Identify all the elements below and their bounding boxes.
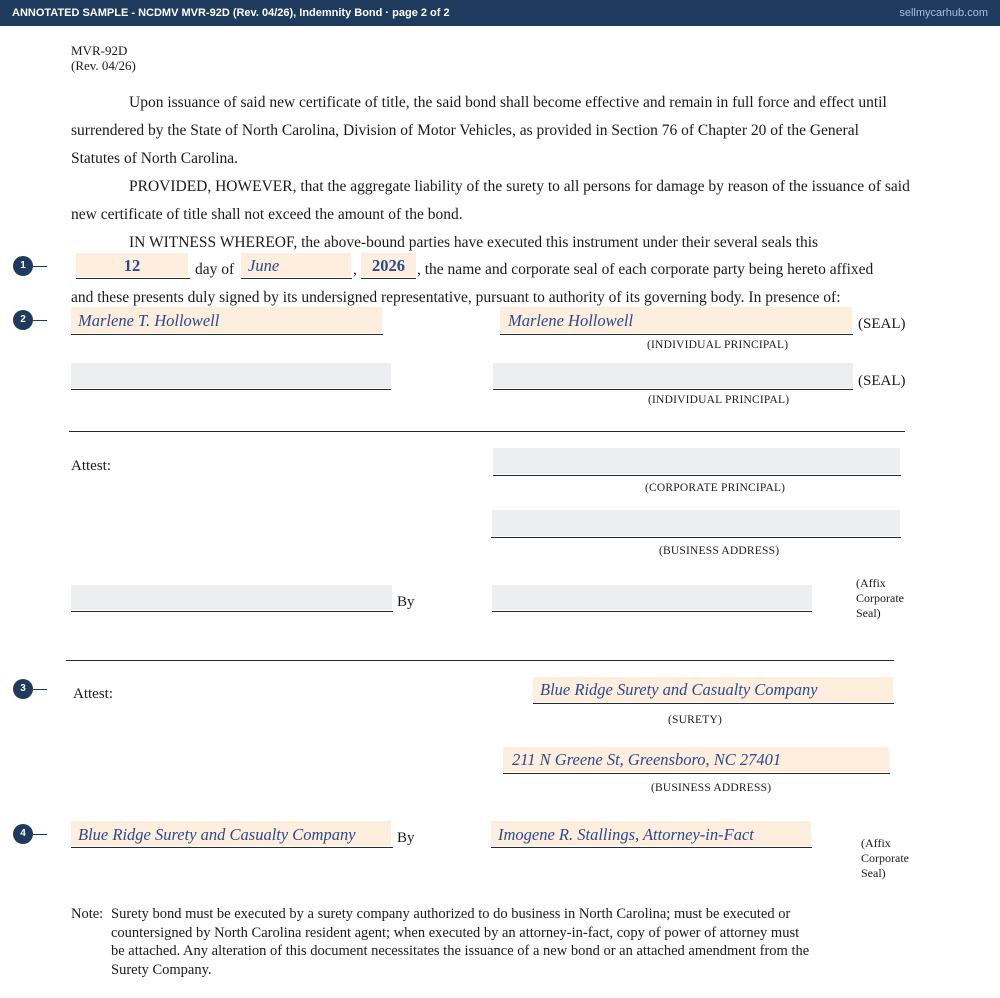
surety-attest-signature-line	[71, 847, 393, 848]
para3-line3: and these presents duly signed by its undersigned representative, pursuant to authority of its governing body. In presence of:	[71, 289, 841, 306]
banner-site-link[interactable]: sellmycarhub.com	[899, 7, 988, 19]
corporate-principal-label: (CORPORATE PRINCIPAL)	[645, 482, 786, 494]
business-address-label-1: (BUSINESS ADDRESS)	[659, 545, 780, 557]
surety-attest-signature-value: Blue Ridge Surety and Casualty Company	[78, 825, 356, 844]
affix-line-2: Corporate	[861, 851, 909, 865]
principal-signature-line	[500, 334, 853, 335]
affix-line-3: Seal)	[861, 866, 886, 880]
execution-month-value: June	[248, 256, 280, 275]
affix-line-2: Corporate	[856, 591, 904, 605]
individual-principal-label-2: (INDIVIDUAL PRINCIPAL)	[648, 394, 790, 406]
execution-day-line	[76, 278, 190, 279]
annotation-marker-1: 1	[13, 256, 33, 276]
annotation-marker-2: 2	[13, 310, 33, 330]
section-divider-2	[66, 660, 894, 661]
para1-line2: surrendered by the State of North Carolina, Division of Motor Vehicles, as provided in Section 76 of Chapter 20 of the General	[71, 122, 859, 139]
corporate-principal-line	[493, 475, 901, 476]
by-label-2: By	[397, 830, 415, 846]
principal-2-signature-line	[493, 389, 853, 390]
para1-line1: Upon issuance of said new certificate of title, the said bond shall become effective and remain in full force and effect until	[129, 94, 887, 111]
execution-year-value: 2026	[372, 256, 405, 275]
affix-line-3: Seal)	[856, 606, 881, 620]
surety-by-signature-value: Imogene R. Stallings, Attorney-in-Fact	[498, 825, 754, 844]
attest-label-1: Attest:	[71, 458, 111, 474]
affix-line-1: (Affix	[856, 576, 886, 590]
para2-line1: PROVIDED, HOWEVER, that the aggregate liability of the surety to all persons for damage by reason of the issuance of said	[129, 178, 910, 195]
note-text	[111, 905, 809, 979]
note-line-4: Surety Company.	[111, 961, 212, 978]
corporate-principal-field[interactable]	[493, 448, 900, 474]
para2-line2: new certificate of title shall not exceed the amount of the bond.	[71, 206, 463, 223]
marker-3-leader	[33, 689, 47, 690]
attest-label-2: Attest:	[73, 686, 113, 702]
form-id: MVR-92D	[71, 43, 128, 58]
section-divider-1	[69, 431, 905, 432]
banner-title: ANNOTATED SAMPLE - NCDMV MVR-92D (Rev. 04/26), Indemnity Bond · page 2 of 2	[12, 7, 450, 19]
witness-signature-value: Marlene T. Hollowell	[78, 311, 220, 330]
corporate-address-field[interactable]	[492, 510, 900, 536]
marker-2-leader	[33, 320, 47, 321]
marker-4-leader	[33, 834, 47, 835]
note-line-2: countersigned by North Carolina resident agent; when executed by an attorney-in-fact, copy of power of attorney must	[111, 924, 800, 941]
seal-label-2: (SEAL)	[858, 373, 906, 389]
surety-by-signature-line	[491, 847, 812, 848]
individual-principal-label-1: (INDIVIDUAL PRINCIPAL)	[647, 339, 789, 351]
execution-day-value: 12	[123, 256, 141, 275]
corporate-by-signature-line	[492, 611, 812, 612]
execution-month-line	[241, 278, 352, 279]
execution-year-line	[361, 278, 416, 279]
business-address-label-2: (BUSINESS ADDRESS)	[651, 782, 772, 794]
principal-signature-value: Marlene Hollowell	[508, 311, 634, 330]
surety-label: (SURETY)	[668, 714, 722, 726]
surety-name-value: Blue Ridge Surety and Casualty Company	[540, 680, 818, 699]
affix-seal-note-1	[856, 576, 904, 621]
surety-address-value: 211 N Greene St, Greensboro, NC 27401	[512, 750, 782, 769]
marker-1-leader	[33, 266, 47, 267]
affix-seal-note-2	[861, 836, 909, 881]
note-line-3: be attached. Any alteration of this document necessitates the issuance of a new bond or an attached amendment from the	[111, 943, 810, 959]
para3-line2-tail: , the name and corporate seal of each corporate party being hereto affixed	[417, 261, 874, 278]
corporate-attest-signature-line	[71, 611, 393, 612]
seal-label-1: (SEAL)	[858, 316, 906, 332]
affix-line-1: (Affix	[861, 836, 891, 850]
annotation-marker-4: 4	[13, 824, 33, 844]
by-label-1: By	[397, 594, 415, 610]
note-prefix: Note:	[71, 906, 104, 922]
surety-name-line	[533, 703, 894, 704]
corporate-by-signature-field[interactable]	[492, 585, 812, 610]
note-line-1: Surety bond must be executed by a surety company authorized to do business in North Carolina; must be executed or	[111, 906, 791, 922]
witness-2-signature-field[interactable]	[71, 363, 391, 388]
surety-address-line	[503, 773, 890, 774]
day-of-label: day of	[195, 261, 235, 278]
principal-2-signature-field[interactable]	[493, 363, 853, 388]
corporate-attest-signature-field[interactable]	[71, 585, 392, 610]
corporate-address-line	[491, 537, 901, 538]
witness-2-signature-line	[71, 389, 391, 390]
form-revision: (Rev. 04/26)	[71, 58, 136, 73]
date-comma: ,	[353, 261, 357, 278]
annotation-marker-3: 3	[13, 679, 33, 699]
witness-signature-line	[71, 334, 383, 335]
annotation-banner	[0, 0, 1000, 26]
para1-line3: Statutes of North Carolina.	[71, 150, 239, 167]
para3-line1: IN WITNESS WHEREOF, the above-bound parties have executed this instrument under their several seals this	[129, 234, 819, 251]
